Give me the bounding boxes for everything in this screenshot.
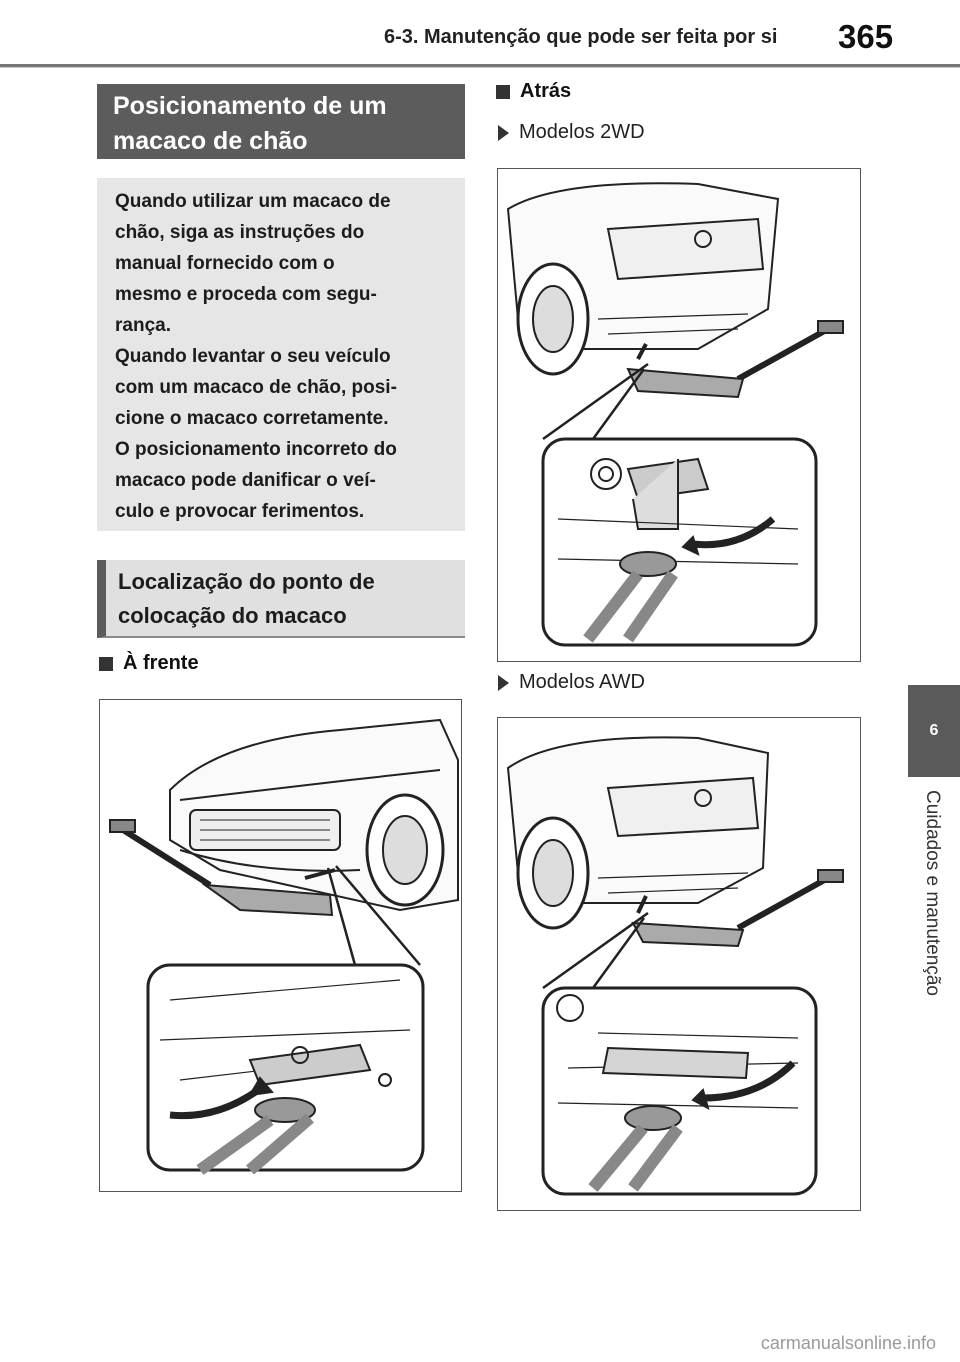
section-title-box xyxy=(97,84,465,159)
subheading-line2: colocação do macaco xyxy=(118,603,347,628)
front-car-jack-illustration-icon xyxy=(100,700,460,1190)
front-jack-point-figure xyxy=(99,699,462,1192)
section-title-line1: Posicionamento de um xyxy=(113,92,387,120)
rear-heading-label: Atrás xyxy=(520,80,572,102)
rear-awd-car-jack-illustration-icon xyxy=(498,718,859,1209)
info-text: Quando utilizar um macaco de chão, siga as instruções do manual fornecido com o mesmo e proceda com segu- rança. Quando levantar o seu veículo com um macaco de chão, posi- cione o macaco corretamente. O posicionamento incorreto do macaco pode danificar o veí- culo e provocar ferimentos. xyxy=(115,191,397,522)
front-heading-label: À frente xyxy=(123,652,199,674)
rear-awd-jack-point-figure xyxy=(497,717,861,1211)
rear-heading xyxy=(496,80,571,103)
watermark: carmanualsonline.info xyxy=(760,1333,936,1353)
rear-2wd-car-jack-illustration-icon xyxy=(498,169,859,660)
rear-awd-label: Modelos AWD xyxy=(519,671,645,693)
rear-awd-item xyxy=(498,671,645,694)
info-box xyxy=(97,178,465,531)
subheading-line1: Localização do ponto de xyxy=(118,569,375,594)
section-title-line2: macaco de chão xyxy=(113,127,308,155)
triangle-bullet-icon xyxy=(498,125,509,141)
subheading-box xyxy=(97,560,465,638)
chapter-header-title: 6-3. Manutenção que pode ser feita por si xyxy=(384,26,778,48)
chapter-number: 6 xyxy=(929,722,939,739)
chapter-side-label xyxy=(912,790,952,1040)
chapter-side-title: Cuidados e manutenção xyxy=(922,790,943,996)
rear-2wd-item xyxy=(498,121,645,144)
page-number: 365 xyxy=(838,18,894,55)
rear-2wd-jack-point-figure xyxy=(497,168,861,662)
rear-2wd-label: Modelos 2WD xyxy=(519,121,645,143)
square-bullet-icon xyxy=(99,657,113,671)
header-divider xyxy=(0,64,960,68)
chapter-tab xyxy=(908,685,960,777)
square-bullet-icon xyxy=(496,85,510,99)
front-heading xyxy=(99,652,199,675)
triangle-bullet-icon xyxy=(498,675,509,691)
